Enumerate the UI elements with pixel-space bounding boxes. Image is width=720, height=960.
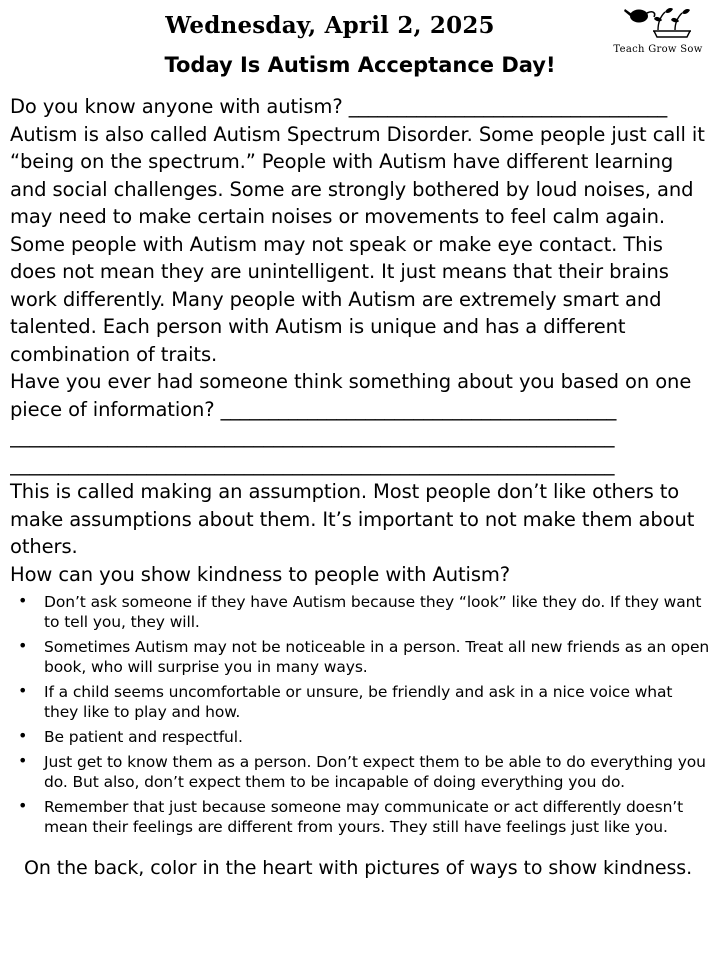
answer-line-2[interactable]: ______________________________________________________________: [10, 425, 615, 448]
brand-name: Teach Grow Sow: [613, 44, 703, 55]
question-1-blank[interactable]: _________________________________: [348, 95, 668, 118]
question-3: How can you show kindness to people with Autism?: [10, 562, 511, 586]
list-item: [10, 592, 710, 632]
bullet-icon: •: [18, 796, 28, 815]
answer-line-3[interactable]: ______________________________________________________________: [10, 452, 615, 476]
bullet-icon: •: [18, 726, 28, 745]
paragraph-1: Autism is also called Autism Spectrum Disorder. Some people just call it “being on the spectrum.” People with Autism have different learning and social challenges. Some are strongly bothered by loud noises, and may need to make certain noises or movements to feel calm again. Some people with Autism may not speak or make eye contact. This does not mean they are unintelligent. It just means that their brains work differently. Many people with Autism are extremely smart and talented. Each person with Autism is unique and has a different combination of traits.: [10, 122, 705, 366]
question-1-text: Do you know anyone with autism?: [10, 95, 349, 118]
bullet-icon: •: [18, 751, 28, 770]
list-item: [10, 682, 710, 722]
question-2-blank[interactable]: _________________________________________: [220, 397, 617, 421]
page-title-day: Today Is Autism Acceptance Day!: [164, 53, 556, 77]
question-1-line: [10, 93, 710, 121]
list-item-text: Remember that just because someone may communicate or act differently doesn’t mean their feelings are different from yours. They still have feelings just like you.: [44, 798, 684, 836]
list-item-text: Sometimes Autism may not be noticeable in a person. Treat all new friends as an open book, who will surprise you in many ways.: [44, 638, 710, 676]
list-item: [10, 637, 710, 677]
brand-logo: [610, 4, 706, 62]
bullet-icon: •: [18, 681, 28, 700]
kindness-tips-list: [10, 592, 710, 837]
worksheet-body: [10, 93, 710, 883]
paragraph-2: This is called making an assumption. Most people don’t like others to make assumptions about them. It’s important to not make them about others.: [10, 480, 695, 558]
page-title-date: Wednesday, April 2, 2025: [165, 12, 495, 39]
question-2-line: [10, 368, 710, 423]
list-item: [10, 797, 710, 837]
list-item-text: Be patient and respectful.: [44, 728, 243, 746]
list-item: [10, 727, 710, 747]
bullet-icon: •: [18, 591, 28, 610]
list-item: [10, 752, 710, 792]
watering-can-plants-icon: [623, 4, 693, 46]
list-item-text: Just get to know them as a person. Don’t expect them to be able to do everything you do. But also, don’t expect them to be incapable of doing everything you do.: [44, 753, 706, 791]
footer-instruction: On the back, color in the heart with pictures of ways to show kindness.: [24, 857, 693, 879]
list-item-text: If a child seems uncomfortable or unsure, be friendly and ask in a nice voice what they like to play and how.: [44, 683, 673, 721]
bullet-icon: •: [18, 636, 28, 655]
list-item-text: Don’t ask someone if they have Autism because they “look” like they do. If they want to tell you, they will.: [44, 593, 702, 631]
question-2-text: Have you ever had someone think something about you based on one piece of information?: [10, 370, 692, 421]
